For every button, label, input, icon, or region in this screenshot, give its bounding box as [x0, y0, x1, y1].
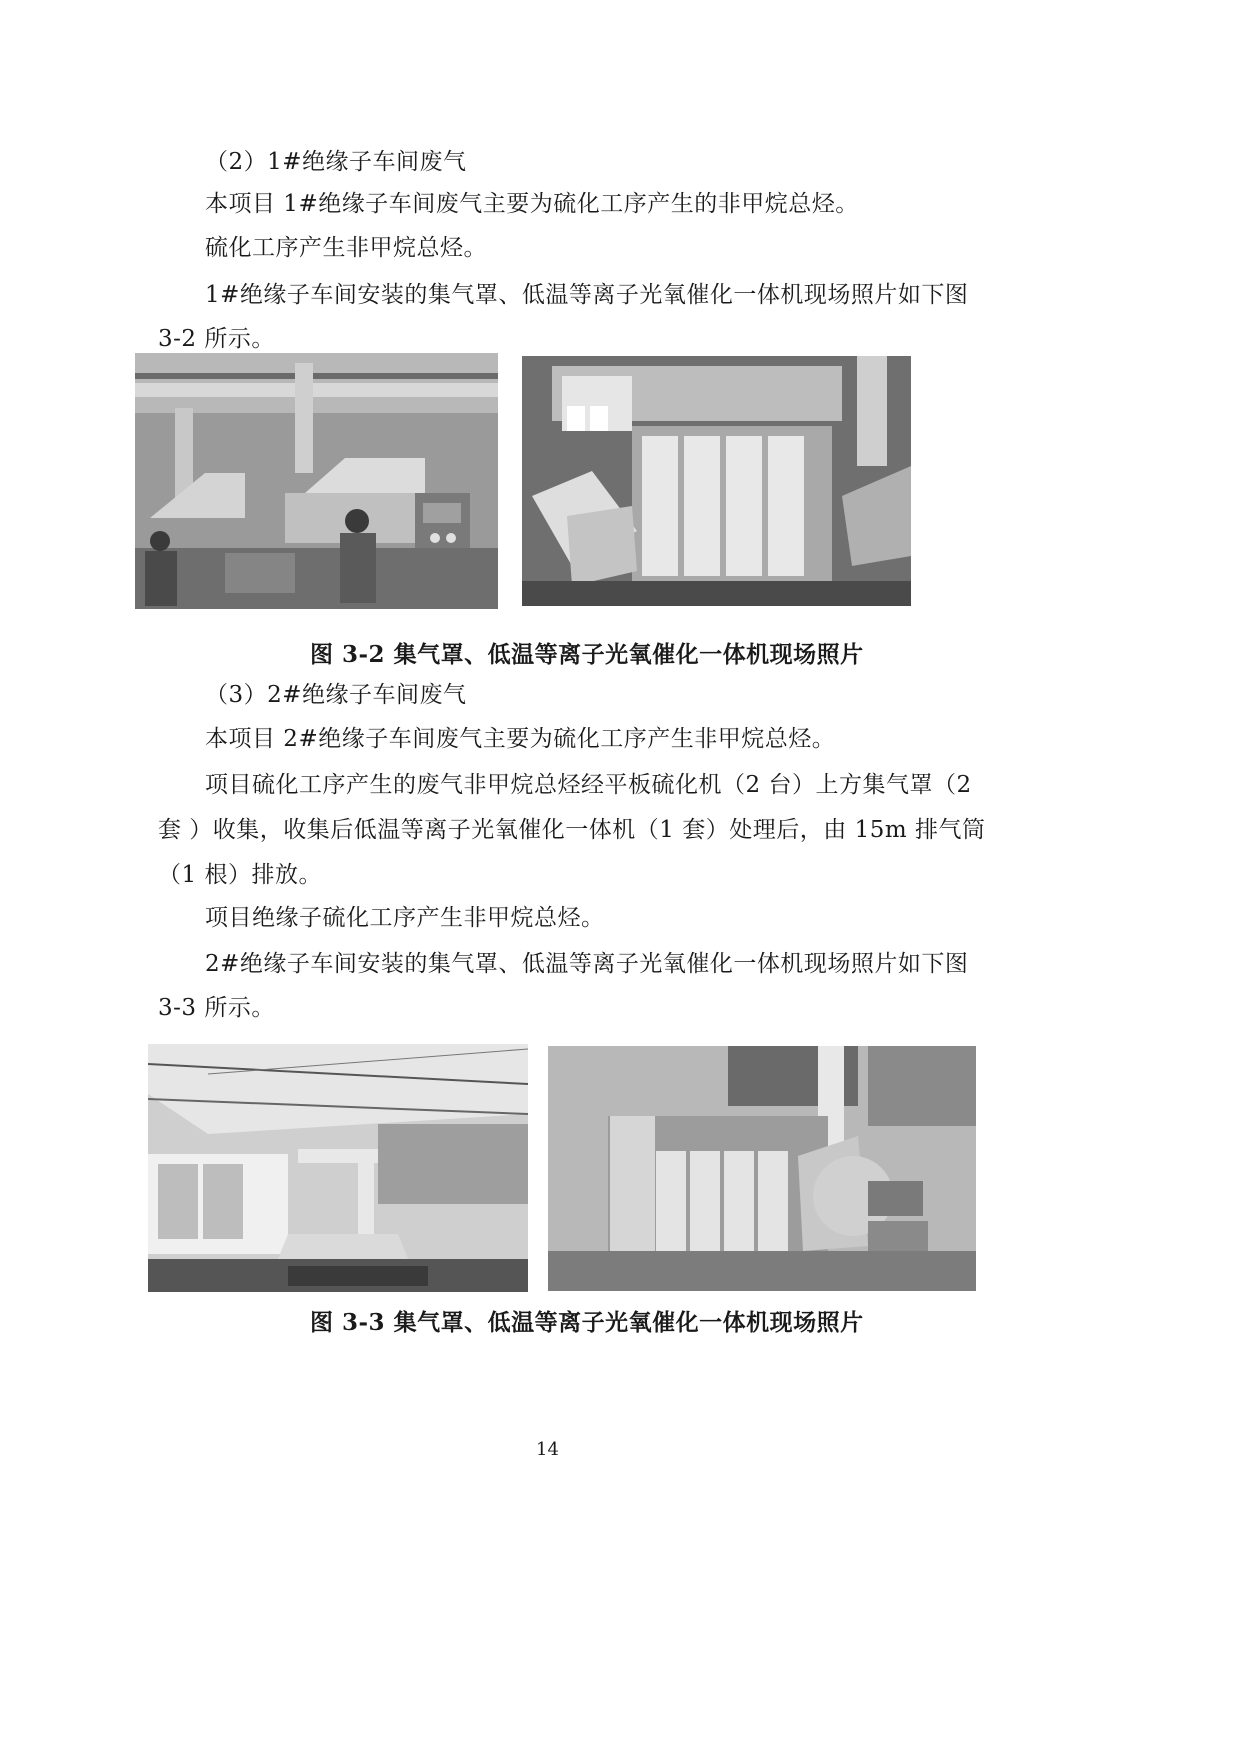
photo-workshop-hood-2	[148, 1044, 528, 1292]
paragraph: 项目硫化工序产生的废气非甲烷总烃经平板硫化机（2 台）上方集气罩（2	[205, 772, 972, 798]
paragraph-continuation: 3-3 所示。	[158, 995, 275, 1021]
paragraph-continuation: （1 根）排放。	[158, 862, 322, 888]
paragraph: 硫化工序产生非甲烷总烃。	[205, 235, 487, 261]
paragraph: 项目绝缘子硫化工序产生非甲烷总烃。	[205, 905, 605, 931]
photo-workshop-hood-1	[135, 353, 498, 609]
photo-catalytic-unit-2	[548, 1046, 976, 1291]
paragraph: 本项目 2#绝缘子车间废气主要为硫化工序产生非甲烷总烃。	[205, 726, 836, 752]
figure-caption: 图 3-2 集气罩、低温等离子光氧催化一体机现场照片	[310, 641, 864, 668]
paragraph: 本项目 1#绝缘子车间废气主要为硫化工序产生的非甲烷总烃。	[205, 191, 859, 217]
photo-catalytic-unit-1	[522, 356, 911, 606]
page-number: 14	[536, 1439, 559, 1460]
figure-caption: 图 3-3 集气罩、低温等离子光氧催化一体机现场照片	[310, 1309, 864, 1336]
paragraph-continuation: 3-2 所示。	[158, 326, 275, 352]
section-heading-2: （2）1#绝缘子车间废气	[205, 149, 467, 175]
section-heading-3: （3）2#绝缘子车间废气	[205, 682, 467, 708]
paragraph-continuation: 套 ）收集，收集后低温等离子光氧催化一体机（1 套）处理后，由 15m 排气筒	[158, 817, 986, 843]
paragraph: 2#绝缘子车间安装的集气罩、低温等离子光氧催化一体机现场照片如下图	[205, 951, 969, 977]
paragraph: 1#绝缘子车间安装的集气罩、低温等离子光氧催化一体机现场照片如下图	[205, 282, 969, 308]
